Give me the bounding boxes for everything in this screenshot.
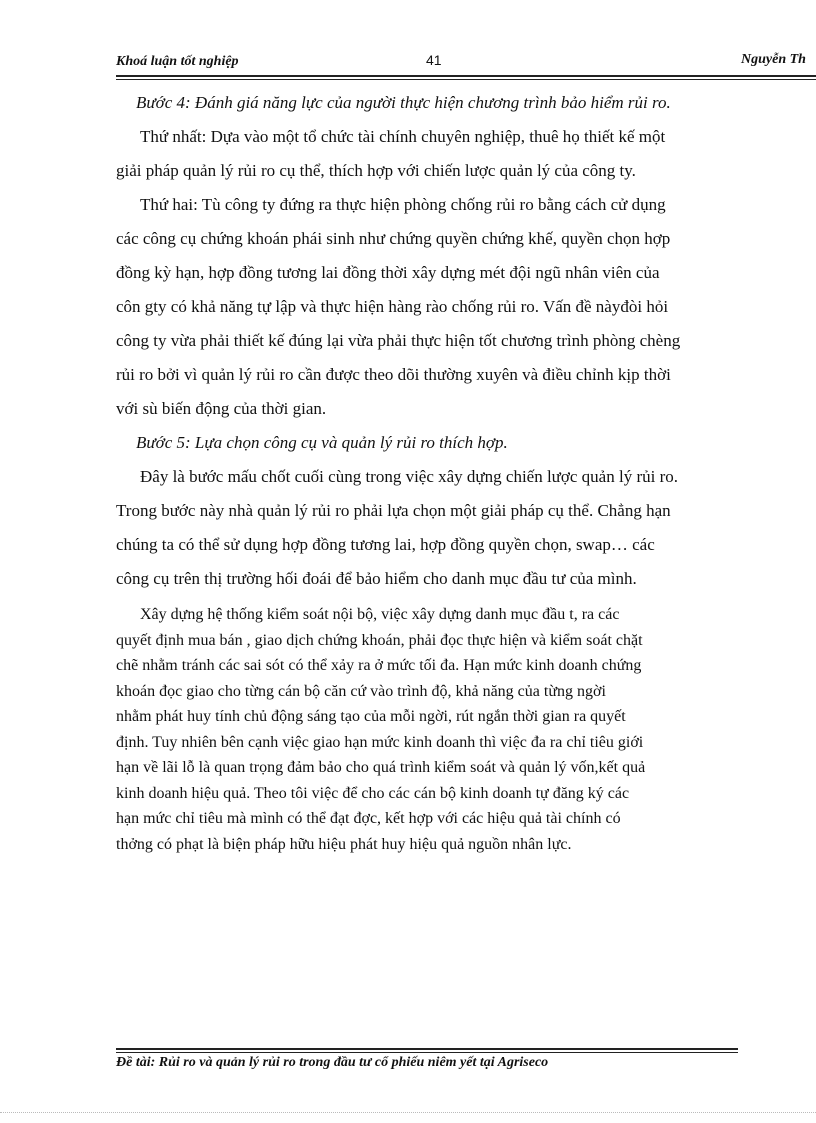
text-line: đồng kỳ hạn, hợp đồng tương lai đồng thời xây dựng mét đội ngũ nhân viên của — [116, 263, 660, 282]
header-rule — [116, 75, 816, 77]
text-line: côn gty có khả năng tự lập và thực hiện hàng rào chống rủi ro. Vấn đề nàyđòi hỏi — [116, 297, 669, 316]
text-line: với sù biến động của thời gian. — [116, 399, 327, 418]
text-line: chẽ nhằm tránh các sai sót có thể xảy ra ở mức tối đa. Hạn mức kinh doanh chứng — [116, 657, 642, 674]
text-line: khoán đọc giao cho từng cán bộ căn cứ vào trình độ, khả năng của từng ngời — [116, 682, 606, 700]
text-line: Thứ hai: Tù công ty đứng ra thực hiện phòng chống rủi ro bằng cách cử dụng — [140, 195, 666, 214]
text-line: rủi ro bởi vì quản lý rủi ro cần được theo dõi thường xuyên và điều chỉnh kịp thời — [116, 365, 671, 384]
page-number: 41 — [426, 52, 442, 68]
footer-rule — [116, 1048, 738, 1050]
page-header — [116, 50, 816, 76]
paragraph-second-option — [116, 188, 740, 426]
text-line: Đây là bước mấu chốt cuối cùng trong việc xây dựng chiến lược quản lý rủi ro. — [140, 467, 678, 486]
paragraph-first-option — [116, 120, 740, 188]
text-line: quyết định mua bán , giao dịch chứng khoán, phải đọc thực hiện và kiểm soát chặt — [116, 631, 643, 649]
text-line: chúng ta có thể sử dụng hợp đồng tương lai, hợp đồng quyền chọn, swap… các — [116, 535, 655, 554]
header-author: Nguyễn Th — [741, 52, 806, 67]
document-body — [116, 86, 740, 857]
text-line: nhằm phát huy tính chủ động sáng tạo của mỗi ngời, rút ngắn thời gian ra quyết — [116, 708, 626, 725]
header-rule-thin — [116, 79, 816, 80]
text-line: định. Tuy nhiên bên cạnh việc giao hạn mức kinh doanh thì việc đa ra chỉ tiêu giới — [116, 733, 644, 751]
text-line: hạn mức chỉ tiêu mà mình có thể đạt đợc, kết hợp với các hiệu quả tài chính có — [116, 810, 621, 827]
step-5-heading: Bước 5: Lựa chọn công cụ và quản lý rủi ro thích hợp. — [136, 433, 508, 452]
page-footer: Đề tài: Rủi ro và quản lý rủi ro trong đầu tư cổ phiếu niêm yết tại Agriseco — [116, 1055, 549, 1070]
text-line: các công cụ chứng khoán phái sinh như chứng quyền chứng khế, quyền chọn hợp — [116, 229, 671, 248]
text-line: thởng có phạt là biện pháp hữu hiệu phát huy hiệu quả nguồn nhân lực. — [116, 835, 572, 853]
page-edge-divider — [0, 1112, 816, 1113]
footer-rule-thin — [116, 1052, 738, 1053]
step-4-heading: Bước 4: Đánh giá năng lực của người thực hiện chương trình bảo hiểm rủi ro. — [136, 93, 671, 112]
text-line: công cụ trên thị trường hối đoái để bảo hiểm cho danh mục đầu tư của mình. — [116, 569, 637, 588]
text-line: Xây dựng hệ thống kiểm soát nội bộ, việc xây dựng danh mục đầu t, ra các — [140, 606, 620, 623]
text-line: Trong bước này nhà quản lý rủi ro phải lựa chọn một giải pháp cụ thể. Chẳng hạn — [116, 501, 671, 520]
text-line: hạn về lãi lỗ là quan trọng đảm bảo cho quá trình kiểm soát và quản lý vốn,kết quả — [116, 759, 646, 776]
paragraph-internal-control — [116, 602, 740, 857]
text-line: giải pháp quản lý rủi ro cụ thể, thích hợp với chiến lược quản lý của công ty. — [116, 161, 636, 180]
text-line: Thứ nhất: Dựa vào một tổ chức tài chính chuyên nghiệp, thuê họ thiết kế một — [140, 127, 666, 146]
paragraph-step-5 — [116, 460, 740, 596]
text-line: công ty vừa phải thiết kế đúng lại vừa phải thực hiện tốt chương trình phòng chèng — [116, 331, 681, 350]
text-line: kinh doanh hiệu quả. Theo tôi việc để cho các cán bộ kinh doanh tự đăng ký các — [116, 784, 630, 802]
header-left-title: Khoá luận tốt nghiệp — [116, 54, 239, 69]
